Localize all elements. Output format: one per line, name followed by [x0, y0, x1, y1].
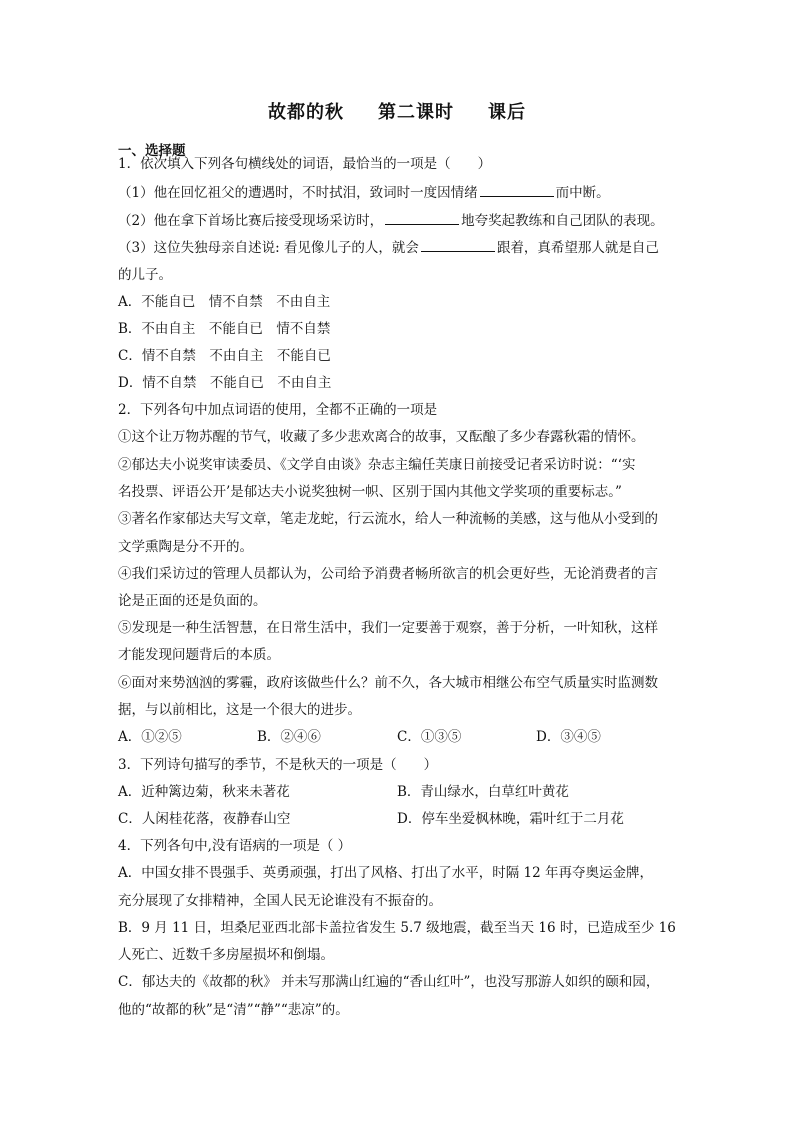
q1-option-c: C．情不自禁 不由自主 不能自已 [118, 348, 331, 364]
q4-option-a-line-2: 充分展现了女排精神，全国人民无论谁没有不振奋的。 [118, 893, 442, 909]
q2-line-10: ⑥面对来势汹汹的雾霾，政府该做些什么？前不久，各大城市相继公布空气质量实时监测数 [118, 675, 658, 691]
q3-option-c: C．人闲桂花落，夜静春山空 [118, 811, 291, 827]
q2-line-7: 论是正面的还是负面的。 [118, 593, 267, 609]
page-title [0, 98, 794, 124]
q2-option-b: B．②④⑥ [257, 729, 321, 745]
q1-option-a: A．不能自已 情不自禁 不由自主 [118, 294, 331, 310]
q4-option-a-line-1: A．中国女排不畏强手、英勇顽强，打出了风格、打出了水平，时隔 12 年再夺奥运金牌， [118, 865, 654, 881]
q1-sentence-3-cont: 的儿子。 [118, 267, 172, 283]
q4-option-b-line-2: 人死亡、近数千多房屋损坏和倒塌。 [118, 947, 334, 963]
q2-line-3: 名投票、评语公开’是郁达夫小说奖独树一帜、区别于国内其他文学奖项的重要标志。” [118, 484, 622, 500]
q3-option-b: B．青山绿水，白草红叶黄花 [397, 784, 569, 800]
q1-stem: 1．依次填入下列各句横线处的词语，最恰当的一项是（ ） [118, 156, 492, 172]
q2-line-5: 文学熏陶是分不开的。 [118, 539, 253, 555]
title-part-1: 故都的秋 [268, 102, 344, 123]
q2-line-11: 据，与以前相比，这是一个很大的进步。 [118, 702, 361, 718]
q2-line-2: ②郁达夫小说奖审读委员、《文学自由谈》杂志主编任芙康日前接受记者采访时说：“‘实 [118, 457, 636, 473]
blank-1 [480, 183, 554, 197]
q4-option-c-line-2: 他的“故都的秋”是“清”“静”“悲凉”的。 [118, 1002, 349, 1018]
q2-line-8: ⑤发现是一种生活智慧，在日常生活中，我们一定要善于观察，善于分析，一叶知秋，这样 [118, 620, 658, 636]
q4-option-b-line-1: B．9 月 11 日，坦桑尼亚西北部卡盖拉省发生 5.7 级地震，截至当天 16 时，已造成至少 16 [118, 920, 676, 936]
section-heading: 一、选择题 [118, 143, 186, 159]
q3-option-a: A．近种篱边菊，秋来未著花 [118, 784, 290, 800]
q2-option-a: A．①②⑤ [118, 729, 182, 745]
q1-sentence-2: （2）他在拿下首场比赛后接受现场采访时， 地夸奖起教练和自己团队的表现。 [118, 213, 664, 229]
title-part-2: 第二课时 [378, 102, 454, 123]
blank-3 [421, 238, 495, 252]
q1-option-d: D．情不自禁 不能自已 不由自主 [118, 375, 332, 391]
q3-stem: 3．下列诗句描写的季节，不是秋天的一项是（ ） [118, 757, 438, 773]
q1-sentence-1: （1）他在回忆祖父的遭遇时，不时拭泪，致词时一度因情绪 而中断。 [118, 185, 610, 201]
q2-option-d: D．③④⑤ [536, 729, 601, 745]
q4-option-c-line-1: C．郁达夫的《故都的秋》 并未写那满山红遍的“香山红叶”，也没写那游人如织的颐和园， [118, 974, 660, 990]
title-part-3: 课后 [488, 102, 526, 123]
blank-2 [385, 211, 459, 225]
q3-option-d: D．停车坐爱枫林晚，霜叶红于二月花 [397, 811, 624, 827]
q2-line-4: ③著名作家郁达夫写文章，笔走龙蛇，行云流水，给人一种流畅的美感，这与他从小受到的 [118, 511, 658, 527]
q4-stem: 4．下列各句中,没有语病的一项是（ ） [118, 838, 352, 854]
q1-sentence-3: （3）这位失独母亲自述说: 看见像儿子的人，就会 跟着，真希望那人就是自己 [118, 240, 659, 256]
q2-line-9: 才能发现问题背后的本质。 [118, 647, 280, 663]
q1-option-b: B．不由自主 不能自已 情不自禁 [118, 321, 331, 337]
q2-line-1: ①这个让万物苏醒的节气，收藏了多少悲欢离合的故事，又酝酿了多少春露秋霜的情怀。 [118, 429, 645, 445]
q2-stem: 2．下列各句中加点词语的使用，全都不正确的一项是 [118, 402, 438, 418]
q2-option-c: C．①③⑤ [397, 729, 462, 745]
q2-line-6: ④我们采访过的管理人员都认为，公司给予消费者畅所欲言的机会更好些，无论消费者的言 [118, 566, 658, 582]
